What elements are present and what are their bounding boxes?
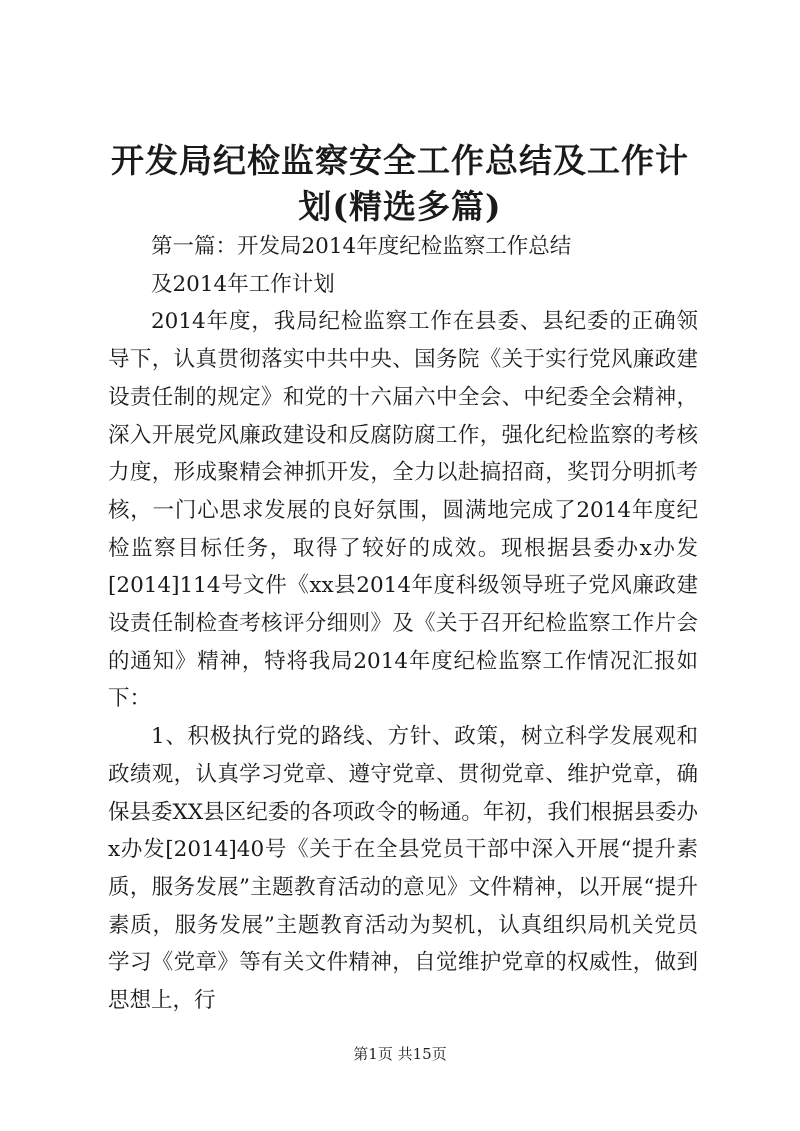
page-number-footer: 第1页 共15页 bbox=[353, 1045, 447, 1063]
document-title: 开发局纪检监察安全工作总结及工作计划(精选多篇) bbox=[111, 141, 689, 226]
paragraph-1: 2014年度，我局纪检监察工作在县委、县纪委的正确领导下，认真贯彻落实中共中央、国务院《关于实行党风廉政建设责任制的规定》和党的十六届六中全会、中纪委全会精神，深入开展党风廉政建设和反腐防腐工作，强化纪检监察的考核力度，形成聚精会神抓开发，全力以赴搞招商，奖罚分明抓考核，一门心思求发展的良好氛围，圆满地完成了2014年度纪检监察目标任务，取得了较好的成效。现根据县委办x办发[2014]114号文件《xx县2014年度科级领导班子党风廉政建设责任制检查考核评分细则》及《关于召开纪检监察工作片会的通知》精神，特将我局2014年度纪检监察工作情况汇报如下： bbox=[108, 309, 698, 712]
paragraph-2: 1、积极执行党的路线、方针、政策，树立科学发展观和政绩观，认真学习党章、遵守党章、贯彻党章、维护党章，确保县委XX县区纪委的各项政令的畅通。年初，我们根据县委办x办发[2014]40号《关于在全县党员干部中深入开展“提升素质，服务发展”主题教育活动的意见》文件精神，以开展“提升素质，服务发展”主题教育活动为契机，认真组织局机关党员学习《党章》等有关文件精神，自觉维护党章的权威性，做到思想上，行 bbox=[108, 724, 698, 1014]
subtitle-line-2: 及2014年工作计划 bbox=[151, 271, 335, 297]
subtitle-line-1: 第一篇：开发局2014年度纪检监察工作总结 bbox=[151, 234, 572, 259]
document-body bbox=[108, 228, 698, 1020]
